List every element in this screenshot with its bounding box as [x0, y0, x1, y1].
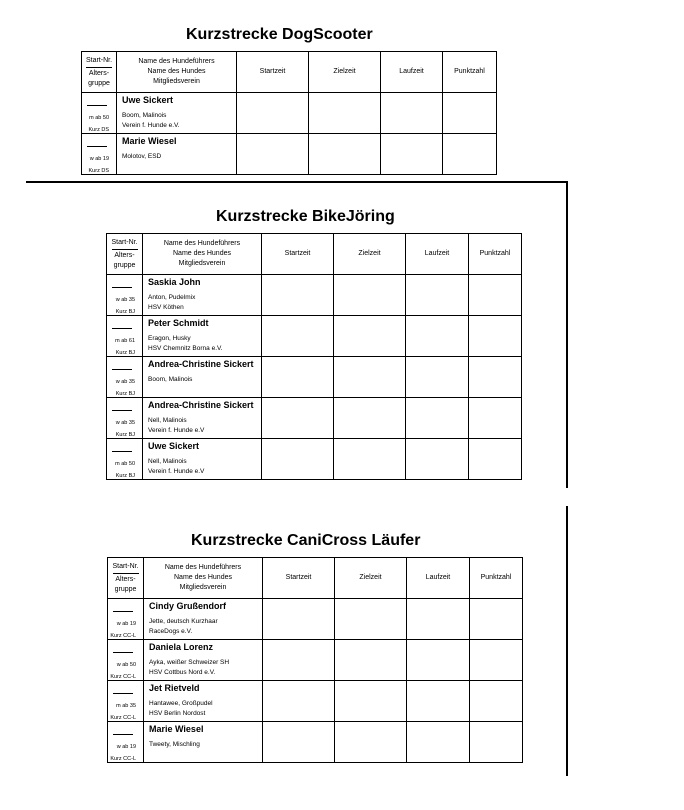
- header-startzeit: Startzeit: [262, 234, 334, 275]
- startzeit-cell: [237, 93, 309, 134]
- start-nr-cell: m ab 61 Kurz BJ: [107, 316, 143, 357]
- header-startzeit: Startzeit: [237, 52, 309, 93]
- page-divider-vertical-lower: [566, 506, 568, 776]
- laufzeit-cell: [407, 681, 470, 722]
- section-title-dogscooter: Kurzstrecke DogScooter: [186, 26, 373, 43]
- participant-cell: [144, 681, 263, 722]
- header-zielzeit: Zielzeit: [334, 234, 406, 275]
- header-laufzeit: Laufzeit: [406, 234, 469, 275]
- dog-name: Nell, Malinois: [148, 458, 187, 465]
- participant-cell: [143, 439, 262, 480]
- header-punktzahl: Punktzahl: [469, 234, 522, 275]
- table-row: [107, 275, 522, 316]
- participant-cell: [144, 599, 263, 640]
- start-nr-cell: m ab 50 Kurz BJ: [107, 439, 143, 480]
- header-name: Name des Hundeführers Name des Hundes Mitgliedsverein: [143, 234, 262, 275]
- club-name: RaceDogs e.V.: [149, 628, 193, 635]
- laufzeit-cell: [381, 134, 443, 175]
- table-row: [82, 134, 497, 175]
- table-row: [82, 93, 497, 134]
- zielzeit-cell: [335, 722, 407, 763]
- startzeit-cell: [262, 398, 334, 439]
- table-row: [108, 599, 523, 640]
- club-name: HSV Chemnitz Borna e.V.: [148, 345, 223, 352]
- handler-name: Cindy Grußendorf: [149, 601, 226, 611]
- handler-name: Andrea-Christine Sickert: [148, 359, 254, 369]
- dog-name: Hantawee, Großpudel: [149, 700, 213, 707]
- club-name: Verein f. Hunde e.V.: [122, 122, 180, 129]
- participant-cell: [144, 640, 263, 681]
- participant-cell: [143, 316, 262, 357]
- dog-name: Nell, Malinois: [148, 417, 187, 424]
- startzeit-cell: [263, 681, 335, 722]
- start-table-dogscooter: [81, 51, 497, 175]
- dog-name: Molotov, ESD: [122, 153, 162, 160]
- zielzeit-cell: [309, 134, 381, 175]
- start-nr-cell: w ab 35 Kurz BJ: [107, 357, 143, 398]
- table-row: [108, 681, 523, 722]
- participant-cell: [143, 398, 262, 439]
- participant-cell: [144, 722, 263, 763]
- club-name: HSV Cottbus Nord e.V.: [149, 669, 216, 676]
- start-nr-cell: m ab 50 Kurz DS: [82, 93, 117, 134]
- table-row: [108, 722, 523, 763]
- dog-name: Ayka, weißer Schweizer SH: [149, 659, 230, 666]
- punktzahl-cell: [469, 275, 522, 316]
- punktzahl-cell: [443, 93, 497, 134]
- start-nr-cell: w ab 35 Kurz BJ: [107, 275, 143, 316]
- handler-name: Marie Wiesel: [122, 136, 177, 146]
- participant-cell: [143, 357, 262, 398]
- header-zielzeit: Zielzeit: [335, 558, 407, 599]
- handler-name: Uwe Sickert: [122, 95, 174, 105]
- laufzeit-cell: [407, 640, 470, 681]
- table-row: [107, 357, 522, 398]
- punktzahl-cell: [470, 640, 523, 681]
- dog-name: Anton, Pudelmix: [148, 294, 196, 301]
- header-zielzeit: Zielzeit: [309, 52, 381, 93]
- start-nr-cell: w ab 35 Kurz BJ: [107, 398, 143, 439]
- header-laufzeit: Laufzeit: [407, 558, 470, 599]
- start-nr-cell: w ab 19 Kurz DS: [82, 134, 117, 175]
- zielzeit-cell: [335, 599, 407, 640]
- punktzahl-cell: [470, 681, 523, 722]
- startzeit-cell: [263, 722, 335, 763]
- participant-cell: [117, 134, 237, 175]
- dog-name: Boom, Malinois: [122, 112, 167, 119]
- table-row: [107, 398, 522, 439]
- punktzahl-cell: [470, 599, 523, 640]
- laufzeit-cell: [406, 398, 469, 439]
- startzeit-cell: [263, 640, 335, 681]
- punktzahl-cell: [469, 357, 522, 398]
- header-punktzahl: Punktzahl: [470, 558, 523, 599]
- club-name: HSV Köthen: [148, 304, 184, 311]
- startzeit-cell: [262, 316, 334, 357]
- startzeit-cell: [262, 439, 334, 480]
- section-title-bikejoering: Kurzstrecke BikeJöring: [216, 208, 395, 225]
- page-divider-horizontal: [26, 181, 568, 183]
- table-row: [107, 439, 522, 480]
- handler-name: Uwe Sickert: [148, 441, 200, 451]
- punktzahl-cell: [443, 134, 497, 175]
- handler-name: Peter Schmidt: [148, 318, 209, 328]
- punktzahl-cell: [469, 316, 522, 357]
- header-laufzeit: Laufzeit: [381, 52, 443, 93]
- punktzahl-cell: [470, 722, 523, 763]
- header-start-nr: Start-Nr. Alters-gruppe: [82, 52, 117, 93]
- startzeit-cell: [237, 134, 309, 175]
- startzeit-cell: [263, 599, 335, 640]
- zielzeit-cell: [335, 640, 407, 681]
- laufzeit-cell: [407, 722, 470, 763]
- header-name: Name des Hundeführers Name des Hundes Mitgliedsverein: [117, 52, 237, 93]
- start-table-canicross: [107, 557, 523, 763]
- handler-name: Daniela Lorenz: [149, 642, 214, 652]
- handler-name: Jet Rietveld: [149, 683, 200, 693]
- dog-name: Eragon, Husky: [148, 335, 191, 342]
- header-punktzahl: Punktzahl: [443, 52, 497, 93]
- laufzeit-cell: [407, 599, 470, 640]
- zielzeit-cell: [335, 681, 407, 722]
- punktzahl-cell: [469, 398, 522, 439]
- zielzeit-cell: [334, 398, 406, 439]
- start-nr-cell: w ab 19 Kurz CC-L: [108, 599, 144, 640]
- start-nr-cell: m ab 35 Kurz CC-L: [108, 681, 144, 722]
- startzeit-cell: [262, 357, 334, 398]
- page-divider-vertical-upper: [566, 181, 568, 488]
- participant-cell: [117, 93, 237, 134]
- header-start-nr: Start-Nr. Alters-gruppe: [107, 234, 143, 275]
- header-start-nr: Start-Nr. Alters-gruppe: [108, 558, 144, 599]
- section-title-canicross: Kurzstrecke CaniCross Läufer: [191, 532, 421, 549]
- header-name: Name des Hundeführers Name des Hundes Mitgliedsverein: [144, 558, 263, 599]
- laufzeit-cell: [406, 357, 469, 398]
- zielzeit-cell: [334, 316, 406, 357]
- laufzeit-cell: [406, 275, 469, 316]
- handler-name: Andrea-Christine Sickert: [148, 400, 254, 410]
- zielzeit-cell: [334, 275, 406, 316]
- punktzahl-cell: [469, 439, 522, 480]
- table-row: [108, 640, 523, 681]
- handler-name: Marie Wiesel: [149, 724, 204, 734]
- laufzeit-cell: [381, 93, 443, 134]
- zielzeit-cell: [334, 357, 406, 398]
- laufzeit-cell: [406, 316, 469, 357]
- startzeit-cell: [262, 275, 334, 316]
- dog-name: Jette, deutsch Kurzhaar: [149, 618, 218, 625]
- start-nr-cell: w ab 50 Kurz CC-L: [108, 640, 144, 681]
- club-name: Verein f. Hunde e.V: [148, 427, 205, 434]
- laufzeit-cell: [406, 439, 469, 480]
- participant-cell: [143, 275, 262, 316]
- start-nr-cell: w ab 19 Kurz CC-L: [108, 722, 144, 763]
- table-row: [107, 316, 522, 357]
- start-table-bikejoering: [106, 233, 522, 480]
- header-startzeit: Startzeit: [263, 558, 335, 599]
- zielzeit-cell: [309, 93, 381, 134]
- dog-name: Boom, Malinois: [148, 376, 193, 383]
- club-name: HSV Berlin Nordost: [149, 710, 206, 717]
- club-name: Verein f. Hunde e.V: [148, 468, 205, 475]
- zielzeit-cell: [334, 439, 406, 480]
- dog-name: Tweety, Mischling: [149, 741, 200, 748]
- handler-name: Saskia John: [148, 277, 201, 287]
